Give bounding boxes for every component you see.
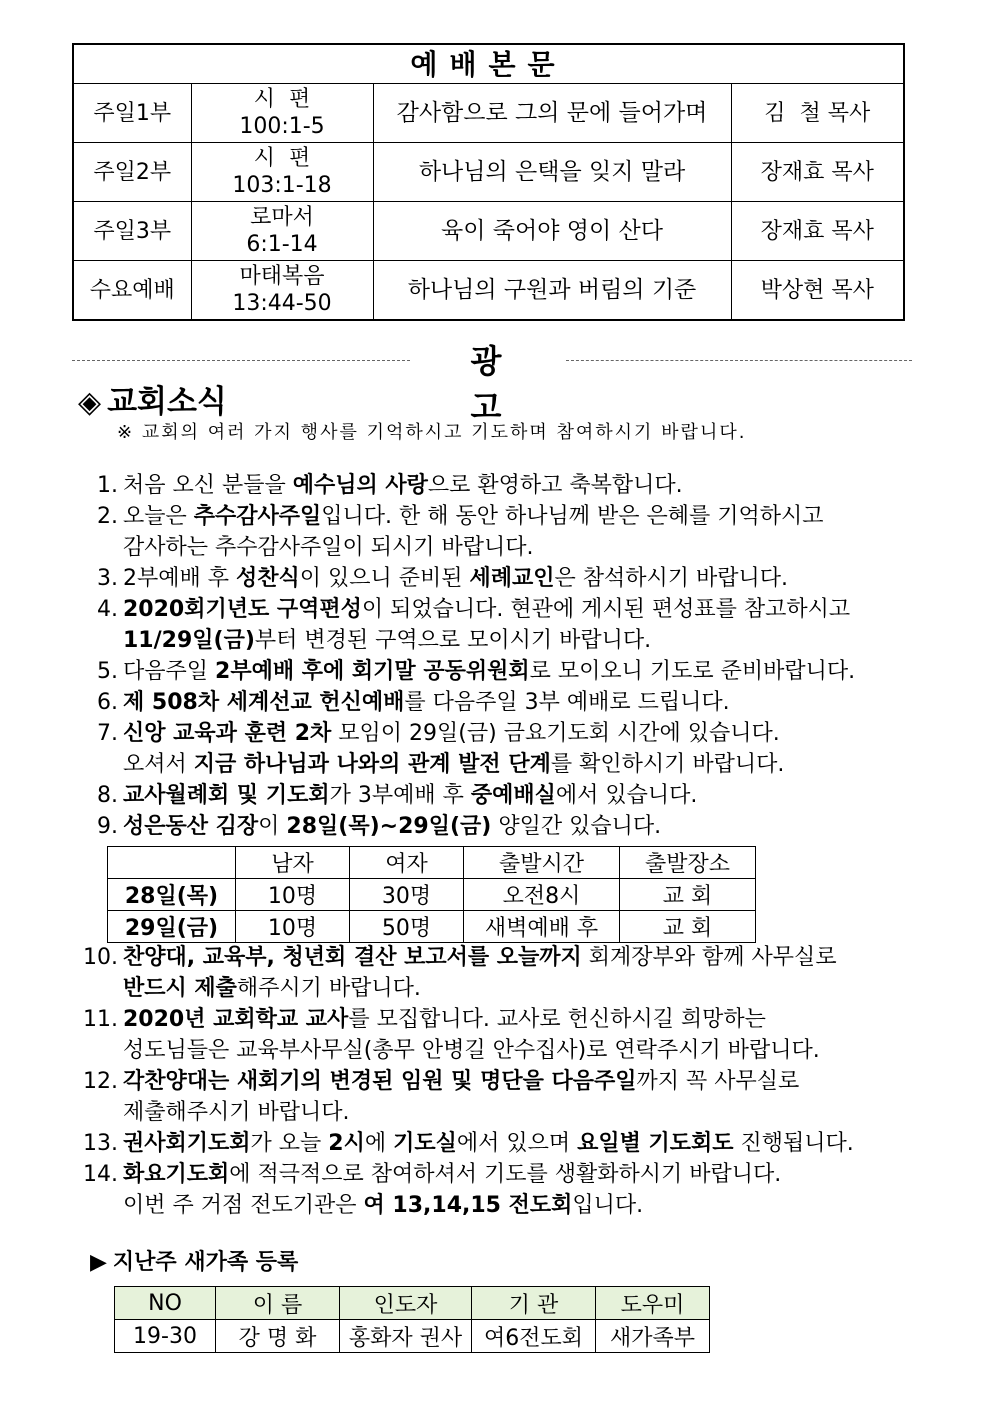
table-cell: 50명 <box>350 911 464 943</box>
preacher: 박상현 목사 <box>731 261 904 321</box>
column-header: NO <box>115 1287 216 1320</box>
list-item: 9. 성은동산 김장이 28일(목)~29일(금) 양일간 있습니다. <box>97 814 662 839</box>
preacher: 김 철 목사 <box>731 84 904 143</box>
column-header: 출발장소 <box>620 847 756 879</box>
new-family-table <box>114 1286 710 1353</box>
list-item: 4. 2020회기년도 구역편성이 되었습니다. 현관에 게시된 편성표를 참고하시고 11/29일(금)부터 변경된 구역으로 모이시기 바랍니다. <box>97 597 851 653</box>
sermon-title: 육이 죽어야 영이 산다 <box>373 202 731 261</box>
worship-row <box>73 143 904 202</box>
worship-row <box>73 202 904 261</box>
worship-row <box>73 84 904 143</box>
scripture: 로마서 6:1-14 <box>191 202 373 261</box>
list-item: 14. 화요기도회에 적극적으로 참여하셔서 기도를 생활화하시기 바랍니다. 이번 주 거점 전도기관은 여 13,14,15 전도회입니다. <box>83 1162 782 1218</box>
table-cell: 강 명 화 <box>216 1320 340 1353</box>
column-header <box>108 847 236 879</box>
column-header: 남자 <box>236 847 350 879</box>
service-name: 주일3부 <box>73 202 191 261</box>
table-cell: 19-30 <box>115 1320 216 1353</box>
list-item: 8. 교사월례회 및 기도회가 3부예배 후 중예배실에서 있습니다. <box>97 783 698 808</box>
table-cell: 28일(목) <box>108 879 236 911</box>
column-header: 기 관 <box>472 1287 596 1320</box>
list-item: 3. 2부예배 후 성찬식이 있으니 준비된 세례교인은 참석하시기 바랍니다. <box>97 566 789 591</box>
table-cell: 홍화자 권사 <box>340 1320 472 1353</box>
table-cell: 오전8시 <box>464 879 620 911</box>
list-item: 5. 다음주일 2부예배 후에 회기말 공동위원회로 모이오니 기도로 준비바랍니다. <box>97 659 856 684</box>
preacher: 장재효 목사 <box>731 143 904 202</box>
table-cell: 10명 <box>236 911 350 943</box>
column-header: 도우미 <box>596 1287 710 1320</box>
table-header-row <box>115 1287 710 1320</box>
table-row <box>108 879 756 911</box>
scripture: 마태복음 13:44-50 <box>191 261 373 321</box>
table-cell: 30명 <box>350 879 464 911</box>
worship-table <box>72 43 905 321</box>
list-item: 1. 처음 오신 분들을 예수님의 사랑으로 환영하고 축복합니다. <box>97 473 683 498</box>
table-row <box>108 911 756 943</box>
triangle-bullet-icon: ▶ <box>90 1250 107 1275</box>
scripture: 시 편 103:1-18 <box>191 143 373 202</box>
church-news-heading: ◈ 교회소식 <box>78 384 227 420</box>
preacher: 장재효 목사 <box>731 202 904 261</box>
list-item: 6. 제 508차 세계선교 헌신예배를 다음주일 3부 예배로 드립니다. <box>97 690 730 715</box>
announcement-title: 광고 <box>470 342 542 426</box>
sermon-title: 하나님의 은택을 잊지 말라 <box>373 143 731 202</box>
service-name: 주일2부 <box>73 143 191 202</box>
table-cell: 여6전도회 <box>472 1320 596 1353</box>
service-name: 주일1부 <box>73 84 191 143</box>
diamond-bullet-icon: ◈ <box>78 385 102 420</box>
list-item: 10. 찬양대, 교육부, 청년회 결산 보고서를 오늘까지 회계장부와 함께 사무실로 반드시 제출해주시기 바랍니다. <box>83 945 837 1001</box>
dashed-divider <box>566 360 912 361</box>
new-family-heading: ▶ 지난주 새가족 등록 <box>90 1250 299 1275</box>
table-cell: 교 회 <box>620 911 756 943</box>
column-header: 이 름 <box>216 1287 340 1320</box>
column-header: 여자 <box>350 847 464 879</box>
list-item: 12. 각찬양대는 새회기의 변경된 임원 및 명단을 다음주일까지 꼭 사무실로 제출해주시기 바랍니다. <box>83 1069 800 1125</box>
table-cell: 교 회 <box>620 879 756 911</box>
kimjang-table <box>107 846 756 943</box>
dashed-divider <box>72 360 410 361</box>
list-item: 7. 신앙 교육과 훈련 2차 모임이 29일(금) 금요기도회 시간에 있습니다. 오셔서 지금 하나님과 나와의 관계 발전 단계를 확인하시기 바랍니다. <box>97 721 785 777</box>
column-header: 출발시간 <box>464 847 620 879</box>
sermon-title: 하나님의 구원과 버림의 기준 <box>373 261 731 321</box>
table-cell: 29일(금) <box>108 911 236 943</box>
table-header-row <box>108 847 756 879</box>
table-cell: 새가족부 <box>596 1320 710 1353</box>
sermon-title: 감사함으로 그의 문에 들어가며 <box>373 84 731 143</box>
church-news-note: ※ 교회의 여러 가지 행사를 기억하시고 기도하며 참여하시기 바랍니다. <box>117 422 747 443</box>
list-item: 13. 권사회기도회가 오늘 2시에 기도실에서 있으며 요일별 기도회도 진행됩니다. <box>83 1131 854 1156</box>
table-row <box>115 1320 710 1353</box>
worship-row <box>73 261 904 321</box>
list-item: 11. 2020년 교회학교 교사를 모집합니다. 교사로 헌신하시길 희망하는 성도님들은 교육부사무실(총무 안병길 안수집사)로 연락주시기 바랍니다. <box>83 1007 820 1063</box>
service-name: 수요예배 <box>73 261 191 321</box>
table-cell: 10명 <box>236 879 350 911</box>
column-header: 인도자 <box>340 1287 472 1320</box>
list-item: 2. 오늘은 추수감사주일입니다. 한 해 동안 하나님께 받은 은혜를 기억하시고 감사하는 추수감사주일이 되시기 바랍니다. <box>97 504 824 560</box>
scripture: 시 편 100:1-5 <box>191 84 373 143</box>
worship-title: 예배본문 <box>73 44 904 84</box>
table-cell: 새벽예배 후 <box>464 911 620 943</box>
